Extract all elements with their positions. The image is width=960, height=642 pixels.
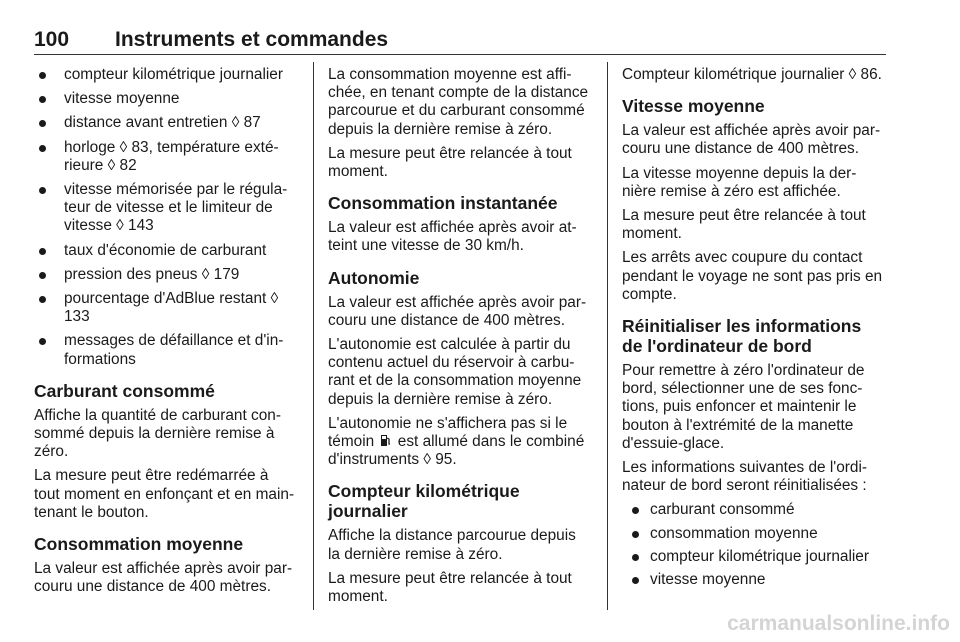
list-item: pression des pneus ◊ 179 bbox=[34, 266, 298, 284]
section-heading: Réinitialiser les informations de l'ordinateur de bord bbox=[622, 316, 862, 357]
paragraph: La valeur est affichée après avoir at- teint une vitesse de 30 km/h. bbox=[328, 219, 577, 255]
list-item: taux d'économie de carburant bbox=[34, 242, 298, 260]
list-item: distance avant entretien ◊ 87 bbox=[34, 114, 298, 132]
watermark: carmanualsonline.info bbox=[727, 612, 950, 635]
list-item: messages de défaillance et d'in- formations bbox=[34, 332, 298, 368]
paragraph-text: est allumé dans le combiné d'instruments ◊ 95. bbox=[328, 433, 585, 469]
paragraph: Affiche la quantité de carburant con- sommé depuis la dernière remise à zéro. bbox=[34, 406, 281, 461]
paragraph: La valeur est affichée après avoir par- couru une distance de 400 mètres. bbox=[34, 560, 293, 596]
paragraph bbox=[328, 415, 592, 470]
paragraph: La consommation moyenne est affi- chée, en tenant compte de la distance parcourue et du carburant consommé depuis la dernière remise à zéro. bbox=[328, 66, 589, 138]
column-3 bbox=[622, 66, 886, 594]
paragraph: La valeur est affichée après avoir par- couru une distance de 400 mètres. bbox=[328, 293, 587, 329]
page-number: 100 bbox=[34, 28, 70, 51]
list-item: horloge ◊ 83, température exté- rieure ◊ 82 bbox=[34, 139, 298, 175]
paragraph: La mesure peut être relancée à tout moment. bbox=[328, 144, 572, 181]
section-heading: Autonomie bbox=[328, 267, 420, 288]
list-item: compteur kilométrique journalier bbox=[34, 66, 298, 84]
paragraph: La mesure peut être relancée à tout moment. bbox=[328, 569, 572, 606]
list-item: vitesse mémorisée par le régula- teur de vitesse et le limiteur de vitesse ◊ 143 bbox=[34, 181, 298, 236]
section-heading: Carburant consommé bbox=[34, 380, 215, 401]
list-item: compteur kilométrique journalier bbox=[622, 548, 886, 566]
section-heading: Vitesse moyenne bbox=[622, 96, 765, 117]
bullet-list bbox=[34, 66, 298, 369]
column-divider bbox=[607, 62, 608, 610]
column-1 bbox=[34, 66, 298, 602]
paragraph-text: L'autonomie ne s'affichera pas si le témoin bbox=[328, 414, 568, 451]
paragraph: La valeur est affichée après avoir par- couru une distance de 400 mètres. bbox=[622, 122, 881, 158]
paragraph: Les informations suivantes de l'ordi- nateur de bord seront réinitialisées : bbox=[622, 459, 868, 495]
section-heading: Consommation moyenne bbox=[34, 534, 244, 555]
paragraph: La mesure peut être relancée à tout moment. bbox=[622, 207, 866, 243]
paragraph: L'autonomie est calculée à partir du contenu actuel du réservoir à carbu- rant et de la consommation moyenne depuis la dernière remise à zéro. bbox=[328, 336, 582, 408]
column-2 bbox=[328, 66, 592, 612]
list-item: pourcentage d'AdBlue restant ◊ 133 bbox=[34, 290, 298, 326]
page-header bbox=[34, 28, 886, 55]
list-item: vitesse moyenne bbox=[622, 571, 886, 589]
paragraph: La vitesse moyenne depuis la der- nière remise à zéro est affichée. bbox=[622, 164, 857, 200]
list-item: vitesse moyenne bbox=[34, 90, 298, 108]
paragraph: Pour remettre à zéro l'ordinateur de bord, sélectionner une de ses fonc- tions, puis enfoncer et maintenir le bouton à l'extrémité de la manette d'essuie-glace. bbox=[622, 362, 865, 452]
page-title: Instruments et commandes bbox=[115, 28, 389, 51]
section-heading: Consommation instantanée bbox=[328, 193, 558, 214]
paragraph: Les arrêts avec coupure du contact pendant le voyage ne sont pas pris en compte. bbox=[622, 249, 883, 303]
fuel-pump-icon bbox=[380, 434, 391, 447]
paragraph: La mesure peut être redémarrée à tout moment en enfonçant et en main- tenant le bouton. bbox=[34, 467, 295, 521]
list-item: carburant consommé bbox=[622, 501, 886, 519]
paragraph: Affiche la distance parcourue depuis la dernière remise à zéro. bbox=[328, 527, 576, 563]
section-heading: Compteur kilométrique journalier bbox=[328, 481, 520, 522]
column-divider bbox=[313, 62, 314, 610]
list-item: consommation moyenne bbox=[622, 525, 886, 543]
paragraph: Compteur kilométrique journalier ◊ 86. bbox=[622, 66, 882, 83]
bullet-list bbox=[622, 501, 886, 589]
